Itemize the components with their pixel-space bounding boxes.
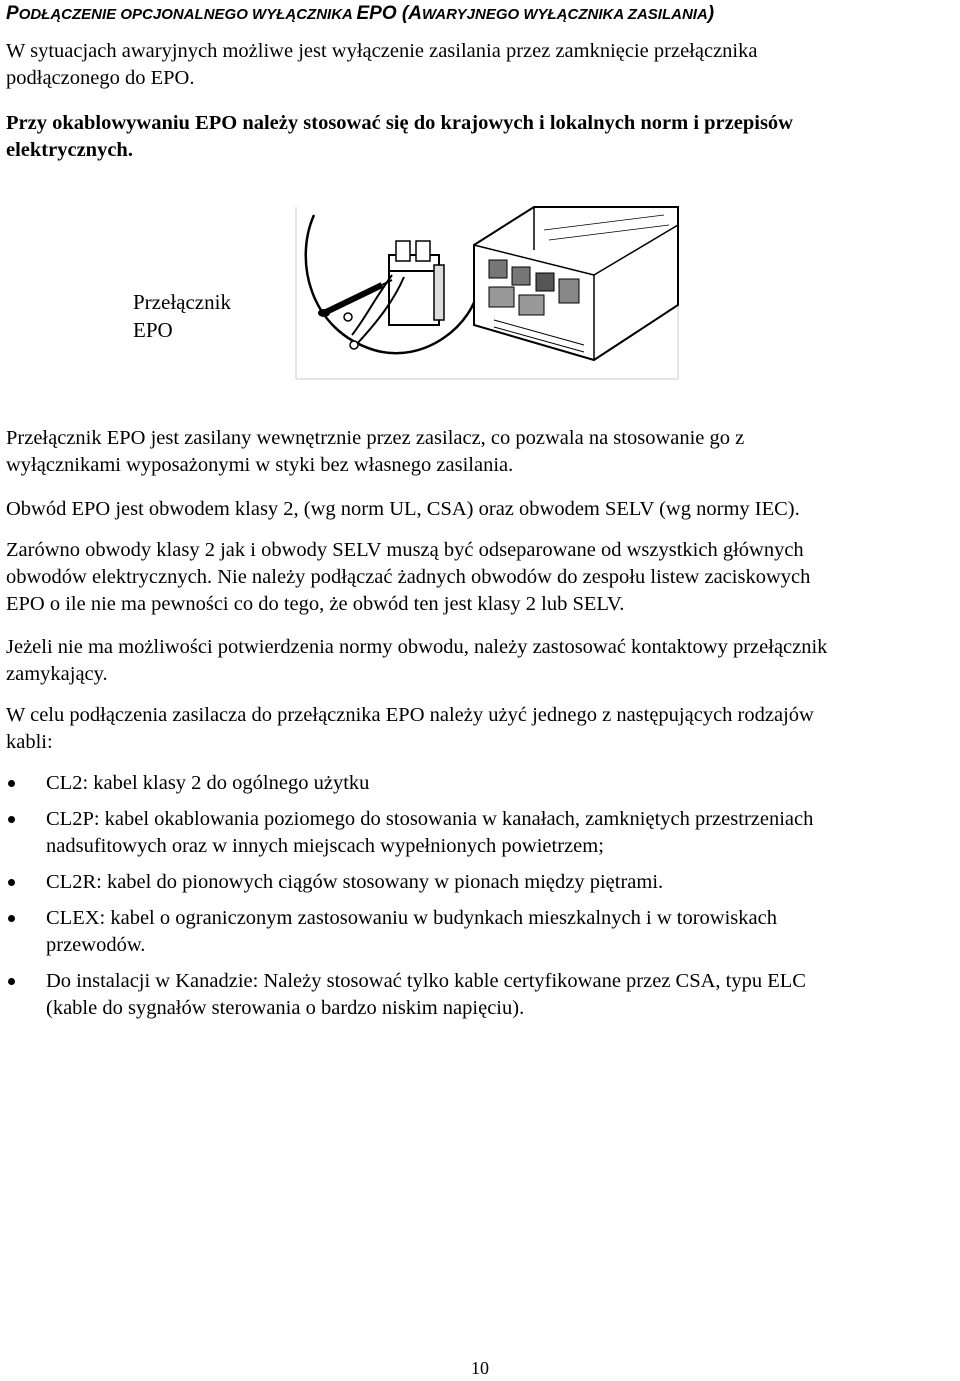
bullet-dot-icon <box>8 915 15 922</box>
intro-bold-paragraph <box>6 110 956 164</box>
intro-line-1: W sytuacjach awaryjnych możliwe jest wyłączenie zasilania przez zamknięcie przełącznika <box>6 40 758 62</box>
list-item-line-2: (kable do sygnałów sterowania o bardzo niskim napięciu). <box>46 997 525 1019</box>
heading-text-2: WARYJNEGO WYŁĄCZNIKA ZASILANIA <box>421 6 708 23</box>
figure-label-line-2: EPO <box>133 318 173 342</box>
heading-paren-close: ) <box>707 3 715 24</box>
list-item <box>0 770 946 797</box>
body-p4-line-1: Jeżeli nie ma możliwości potwierdzenia normy obwodu, należy zastosować kontaktowy przełącznik <box>6 636 828 658</box>
list-item-line-1: Do instalacji w Kanadzie: Należy stosować tylko kable certyfikowane przez CSA, typu ELC <box>46 970 806 992</box>
heading-initial-1: P <box>6 3 19 24</box>
page-number: 10 <box>471 1358 489 1378</box>
heading-epo: EPO <box>356 3 397 24</box>
list-item-line-1: CL2P: kabel okablowania poziomego do stosowania w kanałach, zamkniętych przestrzeniach <box>46 808 814 830</box>
intro-paragraph <box>6 38 956 92</box>
list-item-line-2: przewodów. <box>46 934 146 956</box>
body-p3-line-2: obwodów elektrycznych. Nie należy podłączać żadnych obwodów do zespołu listew zaciskowych <box>6 566 811 588</box>
list-item <box>0 806 946 860</box>
intro-bold-line-1: Przy okablowywaniu EPO należy stosować się do krajowych i lokalnych norm i przepisów <box>6 112 793 134</box>
bullet-dot-icon <box>8 879 15 886</box>
list-item-line-1: CL2: kabel klasy 2 do ogólnego użytku <box>46 772 370 794</box>
body-paragraph-4 <box>6 634 956 688</box>
body-p3-line-3: EPO o ile nie ma pewności co do tego, że obwód ten jest klasy 2 lub SELV. <box>6 593 625 615</box>
cable-type-list <box>0 770 960 1031</box>
heading-initial-2: A <box>408 3 422 24</box>
body-paragraph-1 <box>6 425 956 479</box>
list-item <box>0 905 946 959</box>
section-heading <box>6 2 956 27</box>
body-p2-line: Obwód EPO jest obwodem klasy 2, (wg norm UL, CSA) oraz obwodem SELV (wg normy IEC). <box>6 498 800 520</box>
list-item-line-1: CL2R: kabel do pionowych ciągów stosowany w pionach między piętrami. <box>46 871 664 893</box>
list-item-line-1: CLEX: kabel o ograniczonym zastosowaniu w budynkach mieszkalnych i w torowiskach <box>46 907 777 929</box>
bullet-dot-icon <box>8 780 15 787</box>
heading-paren-open: ( <box>396 3 409 24</box>
bullet-dot-icon <box>8 816 15 823</box>
body-paragraph-3 <box>6 537 956 618</box>
body-p1-line-2: wyłącznikami wyposażonymi w styki bez własnego zasilania. <box>6 454 514 476</box>
intro-bold-line-2: elektrycznych. <box>6 139 133 161</box>
figure-label <box>133 288 231 344</box>
bullet-dot-icon <box>8 978 15 985</box>
body-p5-line-1: W celu podłączenia zasilacza do przełącznika EPO należy użyć jednego z następujących rodzajów <box>6 704 814 726</box>
body-p1-line-1: Przełącznik EPO jest zasilany wewnętrznie przez zasilacz, co pozwala na stosowanie go z <box>6 427 745 449</box>
body-p4-line-2: zamykający. <box>6 663 108 685</box>
figure-label-line-1: Przełącznik <box>133 290 231 314</box>
intro-line-2: podłączonego do EPO. <box>6 67 195 89</box>
body-p3-line-1: Zarówno obwody klasy 2 jak i obwody SELV muszą być odseparowane od wszystkich głównych <box>6 539 804 561</box>
heading-text-1: ODŁĄCZENIE OPCJONALNEGO WYŁĄCZNIKA <box>18 6 357 23</box>
list-item-line-2: nadsufitowych oraz w innych miejscach wypełnionych powietrzem; <box>46 835 604 857</box>
body-p5-line-2: kabli: <box>6 731 53 753</box>
list-item <box>0 869 946 896</box>
body-paragraph-5 <box>6 702 956 756</box>
body-paragraph-2 <box>6 496 956 523</box>
list-item <box>0 968 946 1022</box>
epo-wiring-diagram-icon <box>294 205 680 380</box>
